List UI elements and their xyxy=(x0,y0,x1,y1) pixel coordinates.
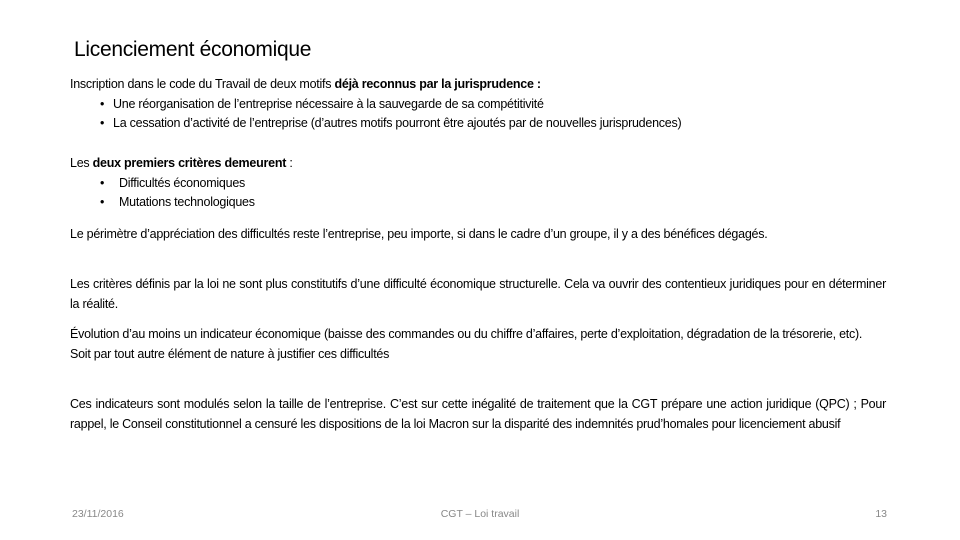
intro-text: Inscription dans le code du Travail de deux motifs xyxy=(70,77,335,91)
paragraph-evolution xyxy=(70,325,886,364)
slide-title: Licenciement économique xyxy=(74,38,312,61)
footer-title: CGT – Loi travail xyxy=(440,508,520,520)
paragraph-indicateurs: Ces indicateurs sont modulés selon la taille de l’entreprise. C’est sur cette inégalité de traitement que la CGT prépare une action juridique (QPC) ; Pour rappel, le Conseil constitutionnel a censuré les dispositions de la loi Macron sur la disparité des indemnités prud’homales pour licenciement abusif xyxy=(70,397,886,431)
section-motifs xyxy=(70,75,886,134)
criteres-intro xyxy=(70,154,886,174)
list-item: • Une réorganisation de l’entreprise nécessaire à la sauvegarde de sa compétitivité xyxy=(70,95,886,115)
paragraph-criteres-loi: Les critères définis par la loi ne sont plus constitutifs d’une difficulté économique structurelle. Cela va ouvrir des contentieux juridiques pour en déterminer la réalité. xyxy=(70,277,886,311)
motifs-intro xyxy=(70,75,886,95)
footer-date: 23/11/2016 xyxy=(72,508,124,520)
intro-text: Les xyxy=(70,156,93,170)
page-number: 13 xyxy=(875,508,887,520)
list-item: • Difficultés économiques xyxy=(70,174,886,194)
intro-end: : xyxy=(286,156,293,170)
intro-bold: deux premiers critères demeurent xyxy=(92,156,287,170)
evolution-text: Évolution d’au moins un indicateur économique (baisse des commandes ou du chiffre d’affaires, perte d’exploitation, dégradation de la trésorerie, etc). xyxy=(70,327,863,341)
list-item: • La cessation d’activité de l’entreprise (d’autres motifs pourront être ajoutés par de nouvelles jurisprudences) xyxy=(70,114,886,134)
intro-bold: déjà reconnus par la jurisprudence : xyxy=(334,77,541,91)
list-item: • Mutations technologiques xyxy=(70,193,886,213)
section-criteres xyxy=(70,154,886,213)
paragraph-perimetre: Le périmètre d’appréciation des difficultés reste l’entreprise, peu importe, si dans le cadre d’un groupe, il y a des bénéfices dégagés. xyxy=(70,227,768,241)
soit-text: Soit par tout autre élément de nature à justifier ces difficultés xyxy=(70,346,390,361)
